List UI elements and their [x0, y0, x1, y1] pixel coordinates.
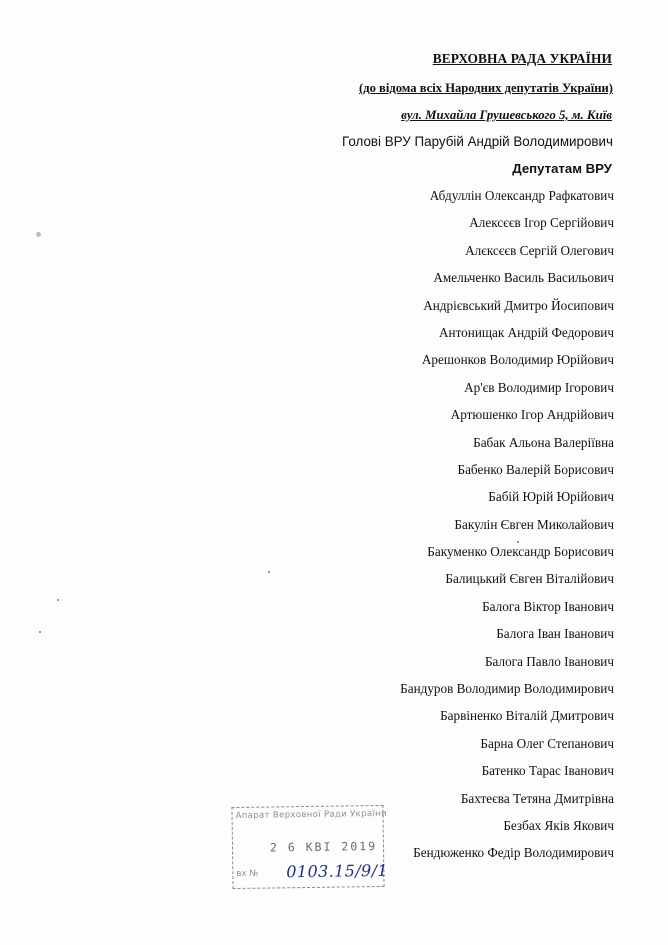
deputy-name: Барна Олег Степанович — [480, 735, 614, 751]
deputy-name: Ар'єв Володимир Ігорович — [464, 379, 614, 395]
stamp-date: 2 6 КВІ 2019 — [269, 839, 378, 855]
stamp-reg-prefix: вх № — [236, 868, 259, 880]
deputy-name: Алексєєв Ігор Сергійович — [469, 215, 614, 231]
deputy-name: Бакулін Євген Миколайович — [454, 516, 614, 532]
registration-stamp — [231, 805, 389, 889]
deputy-name: Балога Павло Іванович — [484, 653, 614, 669]
deputy-name: Амельченко Василь Васильович — [433, 270, 614, 286]
deputy-name: Арешонков Володимир Юрійович — [421, 352, 614, 368]
deputy-name: Бабенко Валерій Борисович — [457, 461, 614, 477]
scan-speck — [36, 232, 41, 237]
addressee-note: (до відома всіх Народних депутатів України) — [359, 81, 613, 95]
deputy-name: Балога Віктор Іванович — [482, 598, 614, 614]
deputy-name: Балога Іван Іванович — [496, 626, 614, 642]
deputy-name: Бахтеєва Тетяна Дмитрівна — [460, 790, 614, 806]
stamp-handwritten-number: 0103.15/9/1 — [286, 860, 389, 882]
deputy-name: Андрієвський Дмитро Йосипович — [423, 297, 614, 313]
stamp-org-line: Апарат Верховної Ради України — [235, 808, 388, 822]
deputies-list — [400, 188, 614, 873]
deputy-name: Бендюженко Федір Володимирович — [413, 845, 614, 861]
deputy-name: Балицький Євген Віталійович — [445, 571, 614, 587]
deputy-name: Бабій Юрій Юрійович — [488, 489, 614, 505]
deputy-name: Абдуллін Олександр Рафкатович — [429, 188, 614, 203]
deputy-name: Барвіненко Віталій Дмитрович — [440, 708, 614, 724]
addressee-title: ВЕРХОВНА РАДА УКРАЇНИ — [432, 51, 612, 66]
deputies-heading: Депутатам ВРУ — [512, 161, 612, 176]
deputy-name: Безбах Яків Якович — [503, 817, 614, 833]
scan-speck — [268, 571, 270, 573]
deputy-name: Бандуров Володимир Володимирович — [400, 681, 614, 697]
deputy-name: Антонищак Андрій Федорович — [439, 324, 614, 340]
deputy-name: Бабак Альона Валеріївна — [473, 434, 614, 450]
deputy-name: Батенко Тарас Іванович — [481, 763, 614, 779]
scan-speck — [517, 541, 519, 543]
addressee-chair: Голові ВРУ Парубій Андрій Володимирович — [342, 134, 613, 149]
deputy-name: Артюшенко Ігор Андрійович — [450, 407, 614, 423]
scan-speck — [39, 631, 41, 633]
scan-speck — [57, 599, 59, 601]
deputy-name: Бакуменко Олександр Борисович — [427, 544, 614, 560]
deputy-name: Алєксєєв Сергій Олегович — [465, 242, 614, 258]
addressee-address: вул. Михайла Грушевського 5, м. Київ — [401, 108, 612, 122]
